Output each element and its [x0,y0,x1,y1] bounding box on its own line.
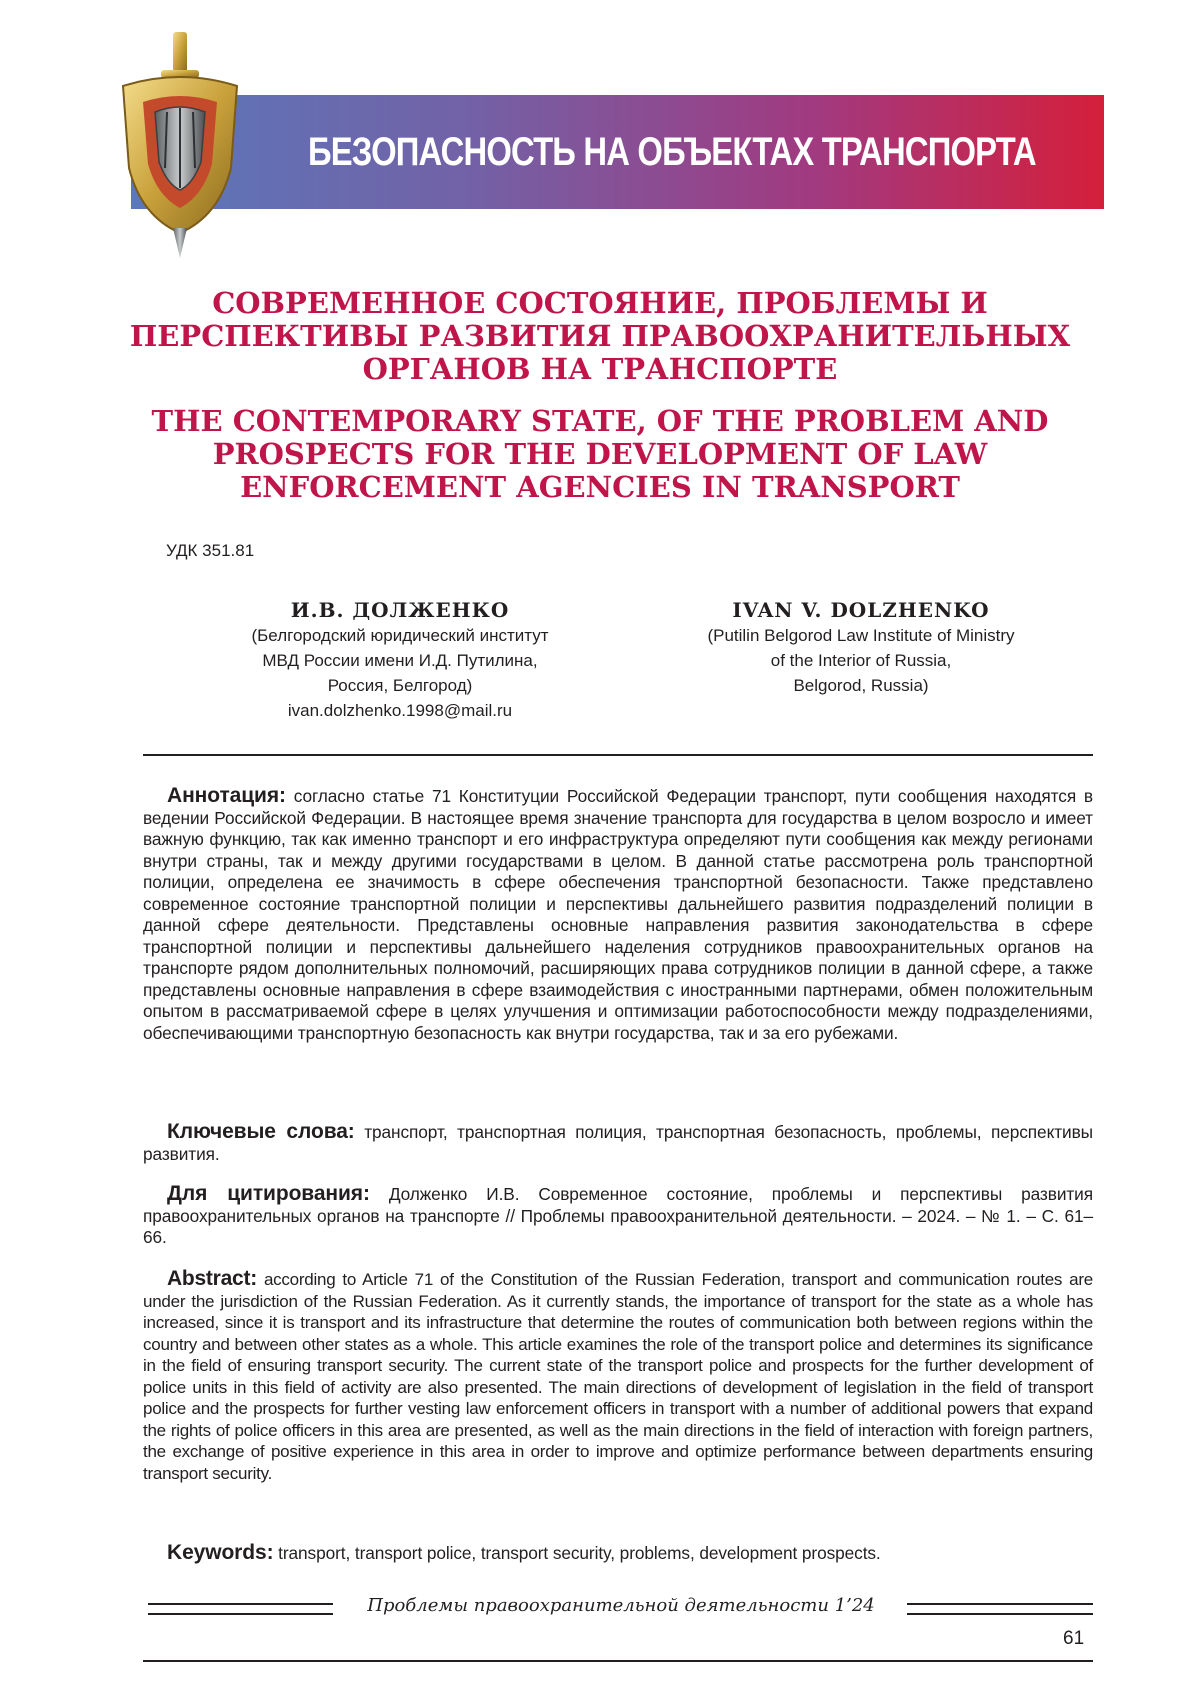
journal-footer: Проблемы правоохранительной деятельности 1’24 [367,1595,875,1616]
affiliation-line: of the Interior of Russia, [770,651,952,670]
abstract-en-text: according to Article 71 of the Constitution of the Russian Federation, transport and communication routes are under the jurisdiction of the Russian Federation. As it currently stands, the importance of transport for the state as a whole has increased, since it is transport and its infrastructure that determine the routes of communication both between regions within the country and between other states as a whole. This article examines the role of the transport police and determines its significance in the field of ensuring transport security. The current state of the transport police and prospects for the further development of police units in this field of activity are also presented. The main directions of development of legislation in the field of transport police and the prospects for further vesting law enforcement officers in transport with a number of additional powers that expand the rights of police officers in this area are presented, as well as the main directions in the field of interaction with foreign partners, the exchange of positive experience in this area in order to improve and optimize performance between departments ensuring transport security. [143,1270,1093,1483]
abstract-ru [143,785,1093,1044]
keywords-en-text: transport, transport police, transport security, problems, development prospects. [278,1543,881,1563]
divider [143,754,1093,756]
shield-sword-emblem-icon [115,28,245,260]
keywords-ru-text: транспорт, транспортная полиция, транспортная безопасность, проблемы, перспективы развития. [143,1122,1093,1164]
affiliation-line: Россия, Белгород) [327,676,473,695]
citation [143,1183,1093,1249]
footer-double-rule-left [148,1603,333,1615]
affiliation-line: (Putilin Belgorod Law Institute of Ministry [707,626,1015,645]
keywords-ru-label: Ключевые слова: [167,1120,355,1143]
article-title-en: THE CONTEMPORARY STATE, OF THE PROBLEM AND PROSPECTS FOR THE DEVELOPMENT OF LAW ENFORCEMENT AGENCIES IN TRANSPORT [151,404,1049,504]
abstract-en [143,1268,1093,1484]
citation-text: Долженко И.В. Современное состояние, проблемы и перспективы развития правоохранительных органов на транспорте // Проблемы правоохранительной деятельности. – 2024. – № 1. – С. 61–66. [143,1184,1093,1247]
abstract-ru-label: Аннотация: [167,784,286,807]
page-number: 61 [1063,1628,1085,1649]
keywords-en [167,1542,1117,1565]
author-block-ru [170,597,630,723]
bottom-divider [143,1660,1093,1662]
affiliation-line: (Белгородский юридический институт [251,626,549,645]
keywords-en-label: Keywords: [167,1541,274,1564]
author-email: ivan.dolzhenko.1998@mail.ru [287,701,513,720]
article-title-ru: СОВРЕМЕННОЕ СОСТОЯНИЕ, ПРОБЛЕМЫ И ПЕРСПЕКТИВЫ РАЗВИТИЯ ПРАВООХРАНИТЕЛЬНЫХ ОРГАНОВ НА ТРАНСПОРТЕ [129,286,1071,386]
keywords-ru [143,1121,1093,1165]
author-name-ru: И.В. ДОЛЖЕНКО [290,598,510,622]
abstract-en-label: Abstract: [167,1267,257,1290]
udk-code: УДК 351.81 [166,541,255,560]
section-title: БЕЗОПАСНОСТЬ НА ОБЪЕКТАХ ТРАНСПОРТА [308,130,1036,174]
footer-double-rule-right [907,1603,1093,1615]
abstract-ru-text: согласно статье 71 Конституции Российской Федерации транспорт, пути сообщения находятся в ведении Российской Федерации. В настоящее время значение транспорта для государства в целом возросло и имеет важную функцию, так как именно транспорт и его инфраструктура определяют пути сообщения как между регионами внутри страны, так и между другими государствами в целом. В данной статье рассмотрена роль транспортной полиции, определена ее значимость в сфере обеспечения транспортной безопасности. Также представлено современное состояние транспортной полиции и перспективы дальнейшего развития подразделений полиции в данной сфере деятельности. Представлены основные направления развития законодательства в сфере транспортной полиции и перспективы дальнейшего наделения сотрудников правоохранительных органов на транспорте рядом дополнительных полномочий, расширяющих права сотрудников полиции в данной сфере, а также представлены основные направления в сфере взаимодействия с иностранными партнерами, обмен положительным опытом в рассматриваемой сфере в целях улучшения и оптимизации работоспособности между подразделениями, обеспечивающими транспортную безопасность как внутри государства, так и за его рубежами. [143,786,1093,1043]
author-name-en: IVAN V. DOLZHENKO [732,598,990,622]
affiliation-line: Belgorod, Russia) [793,676,929,695]
affiliation-line: МВД России имени И.Д. Путилина, [262,651,538,670]
author-block-en [631,597,1091,698]
citation-label: Для цитирования: [167,1182,370,1205]
